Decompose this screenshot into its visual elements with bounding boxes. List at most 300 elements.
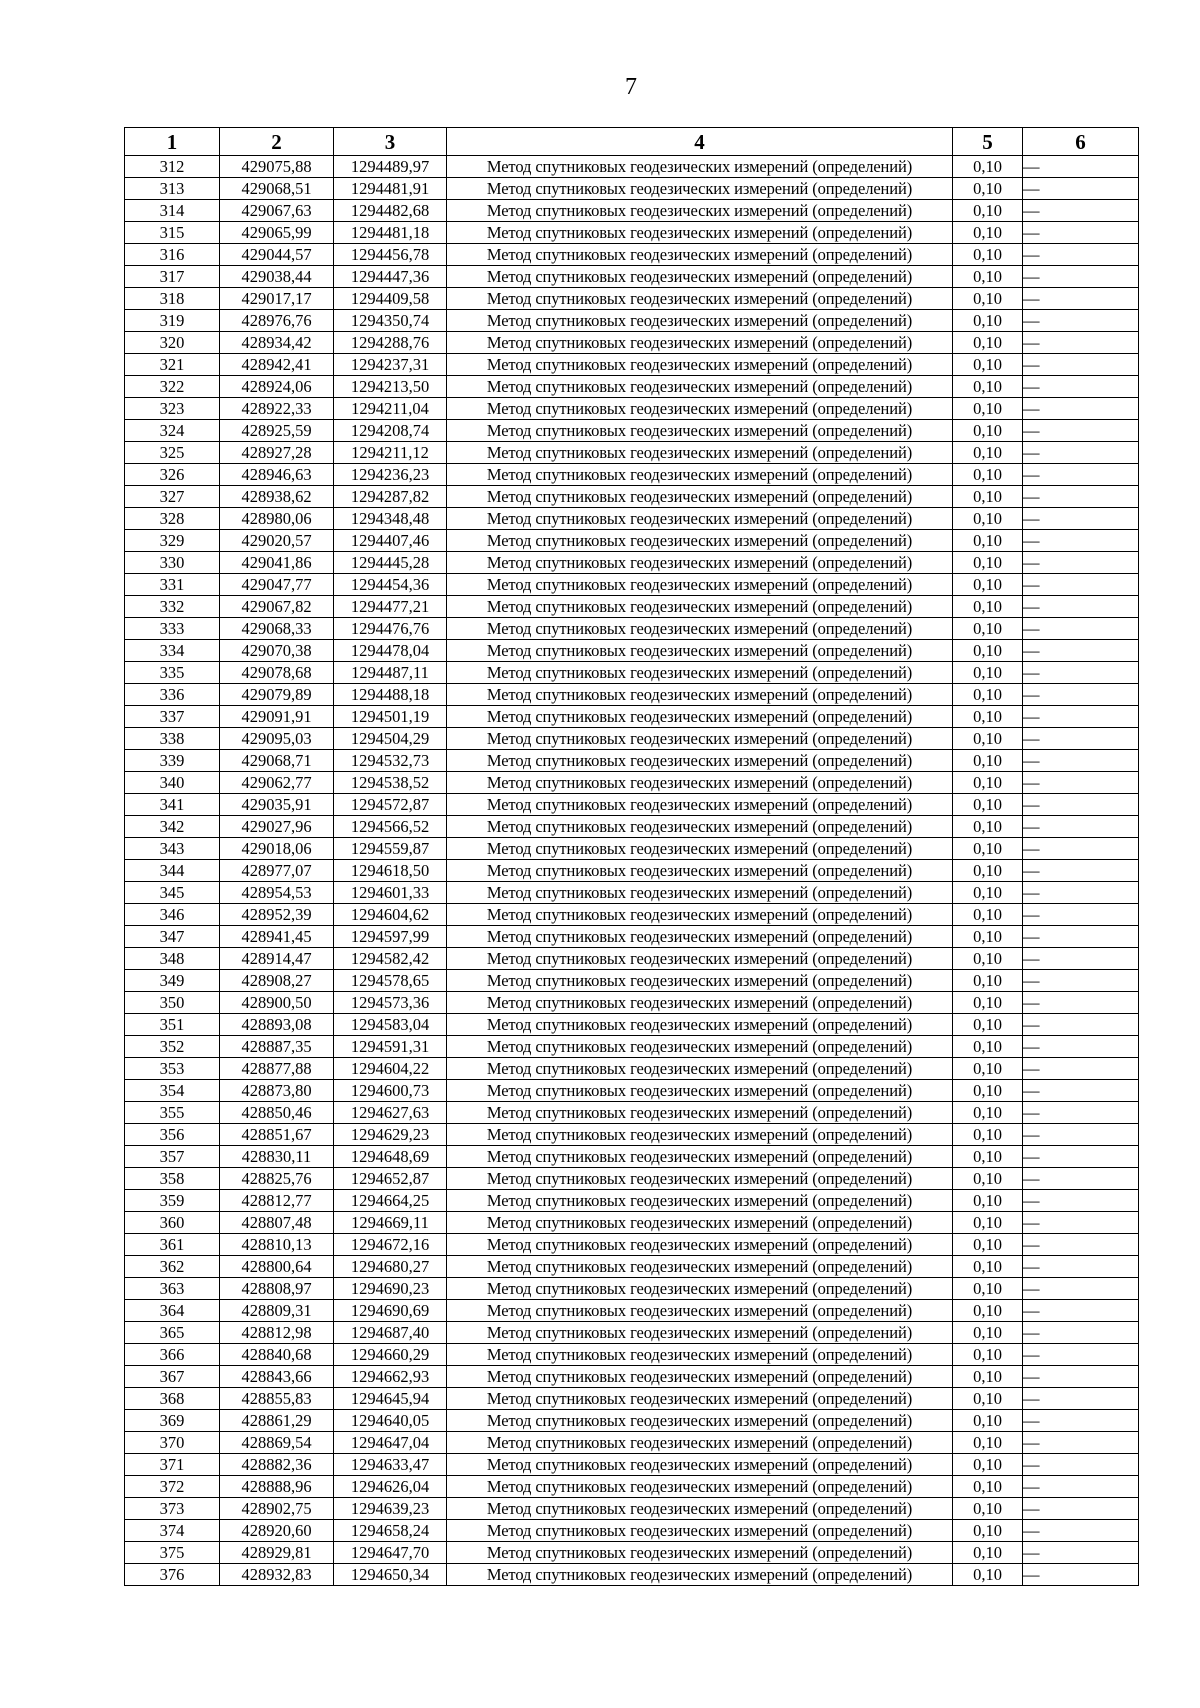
- table-row: [125, 816, 1139, 838]
- point-number-cell: 325: [125, 442, 220, 464]
- precision-cell: 0,10: [953, 1124, 1023, 1146]
- method-cell: Метод спутниковых геодезических измерений (определений): [447, 244, 953, 266]
- note-cell: —: [1023, 1036, 1139, 1058]
- precision-cell: 0,10: [953, 1410, 1023, 1432]
- method-cell: Метод спутниковых геодезических измерений (определений): [447, 1322, 953, 1344]
- table-row: [125, 926, 1139, 948]
- method-cell: Метод спутниковых геодезических измерений (определений): [447, 618, 953, 640]
- point-number-cell: 330: [125, 552, 220, 574]
- y-coordinate-cell: 1294538,52: [334, 772, 447, 794]
- y-coordinate-cell: 1294645,94: [334, 1388, 447, 1410]
- y-coordinate-cell: 1294627,63: [334, 1102, 447, 1124]
- point-number-cell: 349: [125, 970, 220, 992]
- table-row: [125, 728, 1139, 750]
- x-coordinate-cell: 429027,96: [220, 816, 334, 838]
- point-number-cell: 355: [125, 1102, 220, 1124]
- precision-cell: 0,10: [953, 552, 1023, 574]
- precision-cell: 0,10: [953, 706, 1023, 728]
- precision-cell: 0,10: [953, 354, 1023, 376]
- y-coordinate-cell: 1294591,31: [334, 1036, 447, 1058]
- note-cell: —: [1023, 1432, 1139, 1454]
- precision-cell: 0,10: [953, 178, 1023, 200]
- method-cell: Метод спутниковых геодезических измерений (определений): [447, 1300, 953, 1322]
- y-coordinate-cell: 1294476,76: [334, 618, 447, 640]
- precision-cell: 0,10: [953, 1058, 1023, 1080]
- method-cell: Метод спутниковых геодезических измерений (определений): [447, 1256, 953, 1278]
- precision-cell: 0,10: [953, 926, 1023, 948]
- x-coordinate-cell: 429044,57: [220, 244, 334, 266]
- note-cell: —: [1023, 1080, 1139, 1102]
- precision-cell: 0,10: [953, 310, 1023, 332]
- y-coordinate-cell: 1294481,18: [334, 222, 447, 244]
- note-cell: —: [1023, 200, 1139, 222]
- y-coordinate-cell: 1294566,52: [334, 816, 447, 838]
- point-number-cell: 348: [125, 948, 220, 970]
- x-coordinate-cell: 428941,45: [220, 926, 334, 948]
- y-coordinate-cell: 1294348,48: [334, 508, 447, 530]
- table-row: [125, 596, 1139, 618]
- note-cell: —: [1023, 178, 1139, 200]
- note-cell: —: [1023, 1058, 1139, 1080]
- table-row: [125, 1498, 1139, 1520]
- method-cell: Метод спутниковых геодезических измерений (определений): [447, 1234, 953, 1256]
- method-cell: Метод спутниковых геодезических измерений (определений): [447, 728, 953, 750]
- point-number-cell: 357: [125, 1146, 220, 1168]
- point-number-cell: 374: [125, 1520, 220, 1542]
- x-coordinate-cell: 429062,77: [220, 772, 334, 794]
- y-coordinate-cell: 1294658,24: [334, 1520, 447, 1542]
- precision-cell: 0,10: [953, 1498, 1023, 1520]
- precision-cell: 0,10: [953, 662, 1023, 684]
- note-cell: —: [1023, 354, 1139, 376]
- point-number-cell: 337: [125, 706, 220, 728]
- x-coordinate-cell: 429067,63: [220, 200, 334, 222]
- x-coordinate-cell: 428920,60: [220, 1520, 334, 1542]
- point-number-cell: 364: [125, 1300, 220, 1322]
- precision-cell: 0,10: [953, 618, 1023, 640]
- precision-cell: 0,10: [953, 486, 1023, 508]
- precision-cell: 0,10: [953, 1454, 1023, 1476]
- precision-cell: 0,10: [953, 1564, 1023, 1586]
- method-cell: Метод спутниковых геодезических измерений (определений): [447, 442, 953, 464]
- table-row: [125, 948, 1139, 970]
- note-cell: —: [1023, 486, 1139, 508]
- precision-cell: 0,10: [953, 200, 1023, 222]
- y-coordinate-cell: 1294650,34: [334, 1564, 447, 1586]
- x-coordinate-cell: 428914,47: [220, 948, 334, 970]
- y-coordinate-cell: 1294604,22: [334, 1058, 447, 1080]
- precision-cell: 0,10: [953, 1366, 1023, 1388]
- note-cell: —: [1023, 310, 1139, 332]
- precision-cell: 0,10: [953, 1322, 1023, 1344]
- note-cell: —: [1023, 508, 1139, 530]
- x-coordinate-cell: 429017,17: [220, 288, 334, 310]
- point-number-cell: 334: [125, 640, 220, 662]
- note-cell: —: [1023, 1146, 1139, 1168]
- x-coordinate-cell: 428843,66: [220, 1366, 334, 1388]
- x-coordinate-cell: 428825,76: [220, 1168, 334, 1190]
- note-cell: —: [1023, 574, 1139, 596]
- x-coordinate-cell: 429078,68: [220, 662, 334, 684]
- table-row: [125, 772, 1139, 794]
- header-col-2: 2: [220, 128, 334, 156]
- method-cell: Метод спутниковых геодезических измерений (определений): [447, 772, 953, 794]
- point-number-cell: 324: [125, 420, 220, 442]
- y-coordinate-cell: 1294601,33: [334, 882, 447, 904]
- x-coordinate-cell: 429041,86: [220, 552, 334, 574]
- x-coordinate-cell: 428952,39: [220, 904, 334, 926]
- method-cell: Метод спутниковых геодезических измерений (определений): [447, 1564, 953, 1586]
- precision-cell: 0,10: [953, 574, 1023, 596]
- y-coordinate-cell: 1294213,50: [334, 376, 447, 398]
- x-coordinate-cell: 428812,77: [220, 1190, 334, 1212]
- x-coordinate-cell: 428938,62: [220, 486, 334, 508]
- y-coordinate-cell: 1294350,74: [334, 310, 447, 332]
- method-cell: Метод спутниковых геодезических измерений (определений): [447, 398, 953, 420]
- point-number-cell: 346: [125, 904, 220, 926]
- precision-cell: 0,10: [953, 442, 1023, 464]
- note-cell: —: [1023, 1256, 1139, 1278]
- x-coordinate-cell: 428908,27: [220, 970, 334, 992]
- y-coordinate-cell: 1294447,36: [334, 266, 447, 288]
- point-number-cell: 352: [125, 1036, 220, 1058]
- x-coordinate-cell: 428873,80: [220, 1080, 334, 1102]
- point-number-cell: 365: [125, 1322, 220, 1344]
- y-coordinate-cell: 1294578,65: [334, 970, 447, 992]
- x-coordinate-cell: 428932,83: [220, 1564, 334, 1586]
- method-cell: Метод спутниковых геодезических измерений (определений): [447, 750, 953, 772]
- table-row: [125, 156, 1139, 178]
- method-cell: Метод спутниковых геодезических измерений (определений): [447, 200, 953, 222]
- method-cell: Метод спутниковых геодезических измерений (определений): [447, 1366, 953, 1388]
- table-row: [125, 1080, 1139, 1102]
- precision-cell: 0,10: [953, 420, 1023, 442]
- table-row: [125, 1234, 1139, 1256]
- y-coordinate-cell: 1294680,27: [334, 1256, 447, 1278]
- x-coordinate-cell: 428980,06: [220, 508, 334, 530]
- x-coordinate-cell: 429038,44: [220, 266, 334, 288]
- method-cell: Метод спутниковых геодезических измерений (определений): [447, 1146, 953, 1168]
- point-number-cell: 350: [125, 992, 220, 1014]
- y-coordinate-cell: 1294672,16: [334, 1234, 447, 1256]
- method-cell: Метод спутниковых геодезических измерений (определений): [447, 1212, 953, 1234]
- method-cell: Метод спутниковых геодезических измерений (определений): [447, 420, 953, 442]
- method-cell: Метод спутниковых геодезических измерений (определений): [447, 1520, 953, 1542]
- x-coordinate-cell: 428924,06: [220, 376, 334, 398]
- x-coordinate-cell: 428925,59: [220, 420, 334, 442]
- point-number-cell: 345: [125, 882, 220, 904]
- point-number-cell: 369: [125, 1410, 220, 1432]
- table-row: [125, 1256, 1139, 1278]
- method-cell: Метод спутниковых геодезических измерений (определений): [447, 1432, 953, 1454]
- note-cell: —: [1023, 156, 1139, 178]
- header-col-1: 1: [125, 128, 220, 156]
- x-coordinate-cell: 428851,67: [220, 1124, 334, 1146]
- method-cell: Метод спутниковых геодезических измерений (определений): [447, 1080, 953, 1102]
- method-cell: Метод спутниковых геодезических измерений (определений): [447, 508, 953, 530]
- method-cell: Метод спутниковых геодезических измерений (определений): [447, 1278, 953, 1300]
- y-coordinate-cell: 1294604,62: [334, 904, 447, 926]
- x-coordinate-cell: 429020,57: [220, 530, 334, 552]
- point-number-cell: 326: [125, 464, 220, 486]
- x-coordinate-cell: 429079,89: [220, 684, 334, 706]
- note-cell: —: [1023, 662, 1139, 684]
- x-coordinate-cell: 429068,33: [220, 618, 334, 640]
- x-coordinate-cell: 428976,76: [220, 310, 334, 332]
- note-cell: —: [1023, 222, 1139, 244]
- y-coordinate-cell: 1294454,36: [334, 574, 447, 596]
- note-cell: —: [1023, 420, 1139, 442]
- table-row: [125, 178, 1139, 200]
- method-cell: Метод спутниковых геодезических измерений (определений): [447, 486, 953, 508]
- table-row: [125, 376, 1139, 398]
- y-coordinate-cell: 1294477,21: [334, 596, 447, 618]
- table-row: [125, 420, 1139, 442]
- x-coordinate-cell: 428877,88: [220, 1058, 334, 1080]
- point-number-cell: 366: [125, 1344, 220, 1366]
- x-coordinate-cell: 428900,50: [220, 992, 334, 1014]
- method-cell: Метод спутниковых геодезических измерений (определений): [447, 816, 953, 838]
- x-coordinate-cell: 429070,38: [220, 640, 334, 662]
- y-coordinate-cell: 1294629,23: [334, 1124, 447, 1146]
- table-row: [125, 1300, 1139, 1322]
- x-coordinate-cell: 428888,96: [220, 1476, 334, 1498]
- y-coordinate-cell: 1294208,74: [334, 420, 447, 442]
- point-number-cell: 358: [125, 1168, 220, 1190]
- y-coordinate-cell: 1294573,36: [334, 992, 447, 1014]
- method-cell: Метод спутниковых геодезических измерений (определений): [447, 1476, 953, 1498]
- note-cell: —: [1023, 838, 1139, 860]
- point-number-cell: 360: [125, 1212, 220, 1234]
- point-number-cell: 353: [125, 1058, 220, 1080]
- y-coordinate-cell: 1294532,73: [334, 750, 447, 772]
- y-coordinate-cell: 1294647,70: [334, 1542, 447, 1564]
- note-cell: —: [1023, 1454, 1139, 1476]
- header-col-3: 3: [334, 128, 447, 156]
- note-cell: —: [1023, 1410, 1139, 1432]
- precision-cell: 0,10: [953, 596, 1023, 618]
- header-col-6: 6: [1023, 128, 1139, 156]
- x-coordinate-cell: 428934,42: [220, 332, 334, 354]
- note-cell: —: [1023, 772, 1139, 794]
- table-row: [125, 640, 1139, 662]
- precision-cell: 0,10: [953, 1212, 1023, 1234]
- point-number-cell: 314: [125, 200, 220, 222]
- table-row: [125, 992, 1139, 1014]
- point-number-cell: 333: [125, 618, 220, 640]
- y-coordinate-cell: 1294662,93: [334, 1366, 447, 1388]
- table-row: [125, 1014, 1139, 1036]
- table-row: [125, 530, 1139, 552]
- point-number-cell: 344: [125, 860, 220, 882]
- method-cell: Метод спутниковых геодезических измерений (определений): [447, 156, 953, 178]
- y-coordinate-cell: 1294478,04: [334, 640, 447, 662]
- y-coordinate-cell: 1294572,87: [334, 794, 447, 816]
- point-number-cell: 375: [125, 1542, 220, 1564]
- point-number-cell: 332: [125, 596, 220, 618]
- note-cell: —: [1023, 1542, 1139, 1564]
- precision-cell: 0,10: [953, 882, 1023, 904]
- method-cell: Метод спутниковых геодезических измерений (определений): [447, 640, 953, 662]
- note-cell: —: [1023, 1190, 1139, 1212]
- x-coordinate-cell: 429067,82: [220, 596, 334, 618]
- point-number-cell: 313: [125, 178, 220, 200]
- table-row: [125, 794, 1139, 816]
- y-coordinate-cell: 1294445,28: [334, 552, 447, 574]
- precision-cell: 0,10: [953, 508, 1023, 530]
- table-row: [125, 288, 1139, 310]
- method-cell: Метод спутниковых геодезических измерений (определений): [447, 1036, 953, 1058]
- x-coordinate-cell: 428812,98: [220, 1322, 334, 1344]
- method-cell: Метод спутниковых геодезических измерений (определений): [447, 904, 953, 926]
- y-coordinate-cell: 1294211,12: [334, 442, 447, 464]
- precision-cell: 0,10: [953, 1190, 1023, 1212]
- precision-cell: 0,10: [953, 1234, 1023, 1256]
- y-coordinate-cell: 1294409,58: [334, 288, 447, 310]
- table-row: [125, 354, 1139, 376]
- note-cell: —: [1023, 1520, 1139, 1542]
- page-number: 7: [625, 74, 637, 100]
- y-coordinate-cell: 1294652,87: [334, 1168, 447, 1190]
- note-cell: —: [1023, 1564, 1139, 1586]
- note-cell: —: [1023, 882, 1139, 904]
- method-cell: Метод спутниковых геодезических измерений (определений): [447, 1124, 953, 1146]
- method-cell: Метод спутниковых геодезических измерений (определений): [447, 684, 953, 706]
- note-cell: —: [1023, 1366, 1139, 1388]
- precision-cell: 0,10: [953, 1388, 1023, 1410]
- point-number-cell: 327: [125, 486, 220, 508]
- x-coordinate-cell: 428929,81: [220, 1542, 334, 1564]
- method-cell: Метод спутниковых геодезических измерений (определений): [447, 882, 953, 904]
- x-coordinate-cell: 429047,77: [220, 574, 334, 596]
- table-row: [125, 1366, 1139, 1388]
- header-col-4: 4: [447, 128, 953, 156]
- precision-cell: 0,10: [953, 1520, 1023, 1542]
- table-row: [125, 1322, 1139, 1344]
- note-cell: —: [1023, 398, 1139, 420]
- precision-cell: 0,10: [953, 1014, 1023, 1036]
- precision-cell: 0,10: [953, 794, 1023, 816]
- x-coordinate-cell: 428807,48: [220, 1212, 334, 1234]
- table-row: [125, 486, 1139, 508]
- note-cell: —: [1023, 1234, 1139, 1256]
- precision-cell: 0,10: [953, 1036, 1023, 1058]
- table-row: [125, 1190, 1139, 1212]
- y-coordinate-cell: 1294559,87: [334, 838, 447, 860]
- table-body: [125, 156, 1139, 1586]
- note-cell: —: [1023, 794, 1139, 816]
- note-cell: —: [1023, 1124, 1139, 1146]
- method-cell: Метод спутниковых геодезических измерений (определений): [447, 222, 953, 244]
- table-row: [125, 1344, 1139, 1366]
- x-coordinate-cell: 428800,64: [220, 1256, 334, 1278]
- x-coordinate-cell: 428946,63: [220, 464, 334, 486]
- y-coordinate-cell: 1294640,05: [334, 1410, 447, 1432]
- point-number-cell: 373: [125, 1498, 220, 1520]
- method-cell: Метод спутниковых геодезических измерений (определений): [447, 1190, 953, 1212]
- y-coordinate-cell: 1294501,19: [334, 706, 447, 728]
- y-coordinate-cell: 1294664,25: [334, 1190, 447, 1212]
- note-cell: —: [1023, 1014, 1139, 1036]
- method-cell: Метод спутниковых геодезических измерений (определений): [447, 1344, 953, 1366]
- note-cell: —: [1023, 1168, 1139, 1190]
- x-coordinate-cell: 429035,91: [220, 794, 334, 816]
- precision-cell: 0,10: [953, 1476, 1023, 1498]
- note-cell: —: [1023, 552, 1139, 574]
- method-cell: Метод спутниковых геодезических измерений (определений): [447, 1168, 953, 1190]
- method-cell: Метод спутниковых геодезических измерений (определений): [447, 530, 953, 552]
- x-coordinate-cell: 428893,08: [220, 1014, 334, 1036]
- x-coordinate-cell: 429091,91: [220, 706, 334, 728]
- table-row: [125, 1058, 1139, 1080]
- table-row: [125, 860, 1139, 882]
- point-number-cell: 322: [125, 376, 220, 398]
- precision-cell: 0,10: [953, 266, 1023, 288]
- table-row: [125, 1432, 1139, 1454]
- precision-cell: 0,10: [953, 772, 1023, 794]
- note-cell: —: [1023, 970, 1139, 992]
- x-coordinate-cell: 429065,99: [220, 222, 334, 244]
- point-number-cell: 329: [125, 530, 220, 552]
- y-coordinate-cell: 1294583,04: [334, 1014, 447, 1036]
- point-number-cell: 335: [125, 662, 220, 684]
- y-coordinate-cell: 1294487,11: [334, 662, 447, 684]
- x-coordinate-cell: 428922,33: [220, 398, 334, 420]
- header-row: [125, 128, 1139, 156]
- precision-cell: 0,10: [953, 728, 1023, 750]
- note-cell: —: [1023, 266, 1139, 288]
- y-coordinate-cell: 1294639,23: [334, 1498, 447, 1520]
- table-row: [125, 266, 1139, 288]
- note-cell: —: [1023, 244, 1139, 266]
- precision-cell: 0,10: [953, 1168, 1023, 1190]
- table-row: [125, 464, 1139, 486]
- note-cell: —: [1023, 376, 1139, 398]
- note-cell: —: [1023, 640, 1139, 662]
- x-coordinate-cell: 428902,75: [220, 1498, 334, 1520]
- table-row: [125, 750, 1139, 772]
- point-number-cell: 361: [125, 1234, 220, 1256]
- point-number-cell: 340: [125, 772, 220, 794]
- method-cell: Метод спутниковых геодезических измерений (определений): [447, 1014, 953, 1036]
- precision-cell: 0,10: [953, 1102, 1023, 1124]
- table-row: [125, 200, 1139, 222]
- table-row: [125, 1212, 1139, 1234]
- note-cell: —: [1023, 684, 1139, 706]
- method-cell: Метод спутниковых геодезических измерений (определений): [447, 992, 953, 1014]
- header-col-5: 5: [953, 128, 1023, 156]
- note-cell: —: [1023, 1278, 1139, 1300]
- coordinates-table: [124, 127, 1139, 1586]
- table-row: [125, 508, 1139, 530]
- y-coordinate-cell: 1294669,11: [334, 1212, 447, 1234]
- x-coordinate-cell: 428809,31: [220, 1300, 334, 1322]
- x-coordinate-cell: 428942,41: [220, 354, 334, 376]
- point-number-cell: 319: [125, 310, 220, 332]
- table-row: [125, 1388, 1139, 1410]
- note-cell: —: [1023, 1102, 1139, 1124]
- point-number-cell: 370: [125, 1432, 220, 1454]
- note-cell: —: [1023, 706, 1139, 728]
- y-coordinate-cell: 1294488,18: [334, 684, 447, 706]
- precision-cell: 0,10: [953, 156, 1023, 178]
- table-row: [125, 552, 1139, 574]
- x-coordinate-cell: 428830,11: [220, 1146, 334, 1168]
- precision-cell: 0,10: [953, 1256, 1023, 1278]
- point-number-cell: 316: [125, 244, 220, 266]
- precision-cell: 0,10: [953, 398, 1023, 420]
- method-cell: Метод спутниковых геодезических измерений (определений): [447, 1410, 953, 1432]
